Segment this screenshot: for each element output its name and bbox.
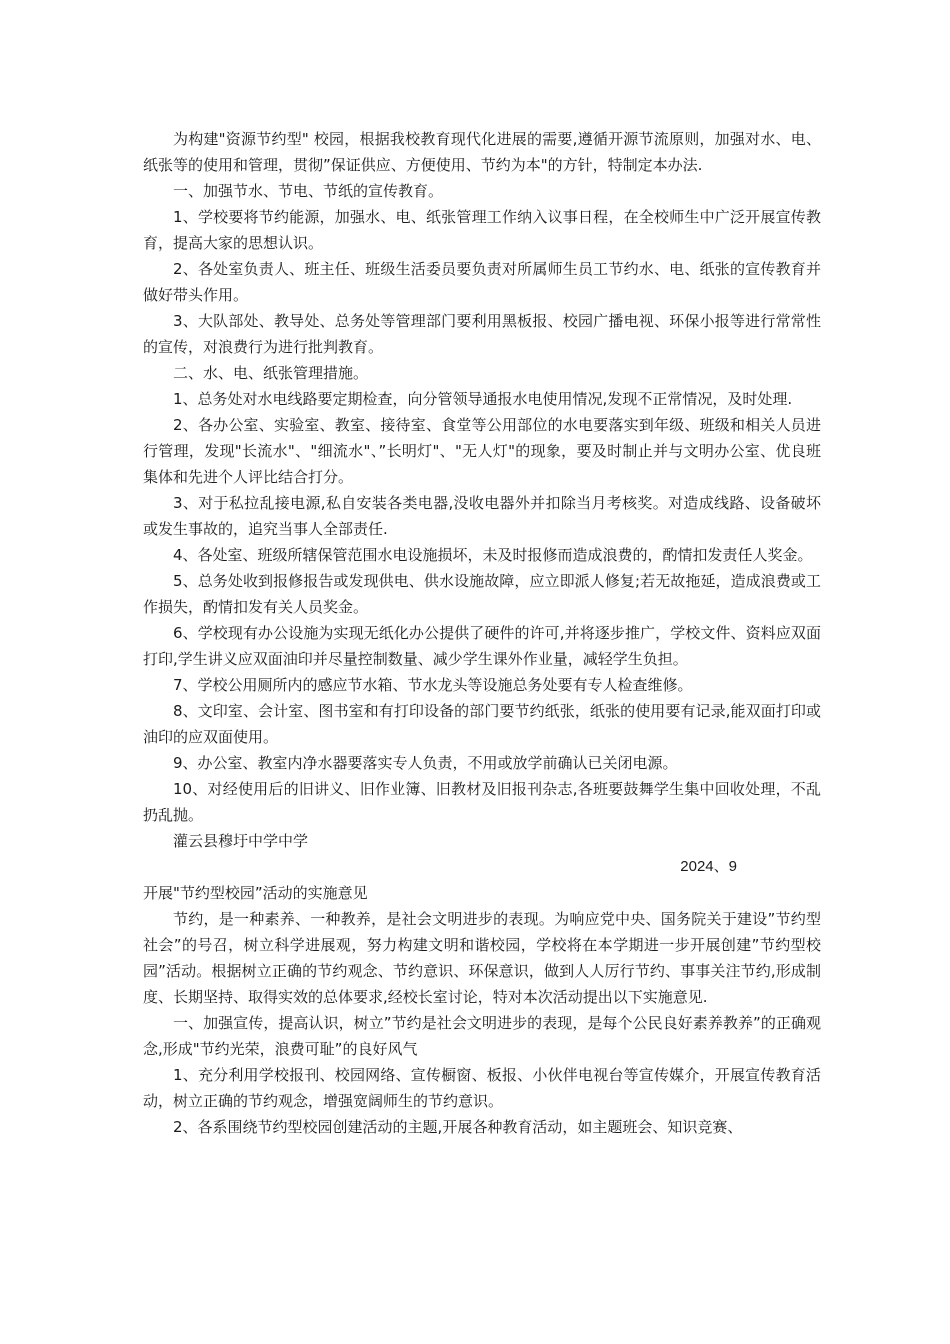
list-item: 1、总务处对水电线路要定期检查，向分管领导通报水电使用情况,发现不正常情况，及时处理.: [173, 390, 793, 408]
body-paragraph: 节约，是一种素养、一种教养，是社会文明进步的表现。为响应党中央、国务院关于建设”节约型社会”的号召，树立科学进展观，努力构建文明和谐校园，学校将在本学期进一步开展创建”节约型校园”活动。根据树立正确的节约观念、节约意识、环保意识，做到人人厉行节约、事事关注节约,形成制度、长期坚持、取得实效的总体要求,经校长室讨论，特对本次活动提出以下实施意见.: [143, 910, 821, 1006]
list-item: 5、总务处收到报修报告或发现供电、供水设施故障，应立即派人修复;若无故拖延，造成浪费或工作损失，酌情扣发有关人员奖金。: [143, 572, 821, 616]
list-item: 4、各处室、班级所辖保管范围水电设施损坏，未及时报修而造成浪费的，酌情扣发责任人奖金。: [173, 546, 813, 564]
list-item: 10、对经使用后的旧讲义、旧作业簿、旧教材及旧报刊杂志,各班要鼓舞学生集中回收处理，不乱扔乱抛。: [143, 780, 821, 824]
section-heading-1: 一、加强节水、节电、节纸的宣传教育。: [173, 182, 444, 200]
second-title: 开展"节约型校园”活动的实施意见: [143, 884, 368, 902]
list-item: 7、学校公用厕所内的感应节水箱、节水龙头等设施总务处要有专人检查维修。: [173, 676, 693, 694]
list-item: 3、大队部处、教导处、总务处等管理部门要利用黑板报、校园广播电视、环保小报等进行常常性的宣传，对浪费行为进行批判教育。: [143, 312, 821, 356]
list-item: 9、办公室、教室内净水器要落实专人负责，不用或放学前确认已关闭电源。: [173, 754, 678, 772]
section-heading-2: 二、水、电、纸张管理措施。: [173, 364, 369, 382]
section-heading: 一、加强宣传，提高认识，树立”节约是社会文明进步的表现，是每个公民良好素养教养”的正确观念,形成"节约光荣，浪费可耻”的良好风气: [143, 1014, 821, 1058]
list-item: 3、对于私拉乱接电源,私自安装各类电器,没收电器外并扣除当月考核奖。对造成线路、设备破坏或发生事故的，追究当事人全部责任.: [143, 494, 821, 538]
list-item: 1、充分利用学校报刊、校园网络、宣传橱窗、板报、小伙伴电视台等宣传媒介，开展宣传教育活动，树立正确的节约观念，增强宽阔师生的节约意识。: [143, 1066, 821, 1110]
list-item: 6、学校现有办公设施为实现无纸化办公提供了硬件的许可,并将逐步推广，学校文件、资料应双面打印,学生讲义应双面油印并尽量控制数量、减少学生课外作业量，减轻学生负担。: [143, 624, 821, 668]
intro-paragraph: 为构建"资源节约型" 校园，根据我校教育现代化进展的需要,遵循开源节流原则，加强对水、电、纸张等的使用和管理，贯彻”保证供应、方便使用、节约为本"的方针，特制定本办法.: [143, 130, 821, 174]
list-item: 1、学校要将节约能源，加强水、电、纸张管理工作纳入议事日程，在全校师生中广泛开展宣传教育，提高大家的思想认识。: [143, 208, 821, 252]
document-body: [143, 126, 821, 1140]
list-item: 2、各办公室、实验室、教室、接待室、食堂等公用部位的水电要落实到年级、班级和相关人员进行管理，发现"长流水"、"细流水"、”长明灯"、"无人灯"的现象，要及时制止并与文明办公室、优良班集体和先进个人评比结合打分。: [143, 416, 821, 486]
document-date: 2024、9: [680, 858, 737, 875]
list-item: 8、文印室、会计室、图书室和有打印设备的部门要节约纸张，纸张的使用要有记录,能双面打印或油印的应双面使用。: [143, 702, 821, 746]
list-item: 2、各处室负责人、班主任、班级生活委员要负责对所属师生员工节约水、电、纸张的宣传教育并做好带头作用。: [143, 260, 821, 304]
list-item: 2、各系围绕节约型校园创建活动的主题,开展各种教育活动，如主题班会、知识竞赛、: [173, 1118, 743, 1136]
school-signature: 灌云县穆圩中学中学: [173, 832, 309, 850]
